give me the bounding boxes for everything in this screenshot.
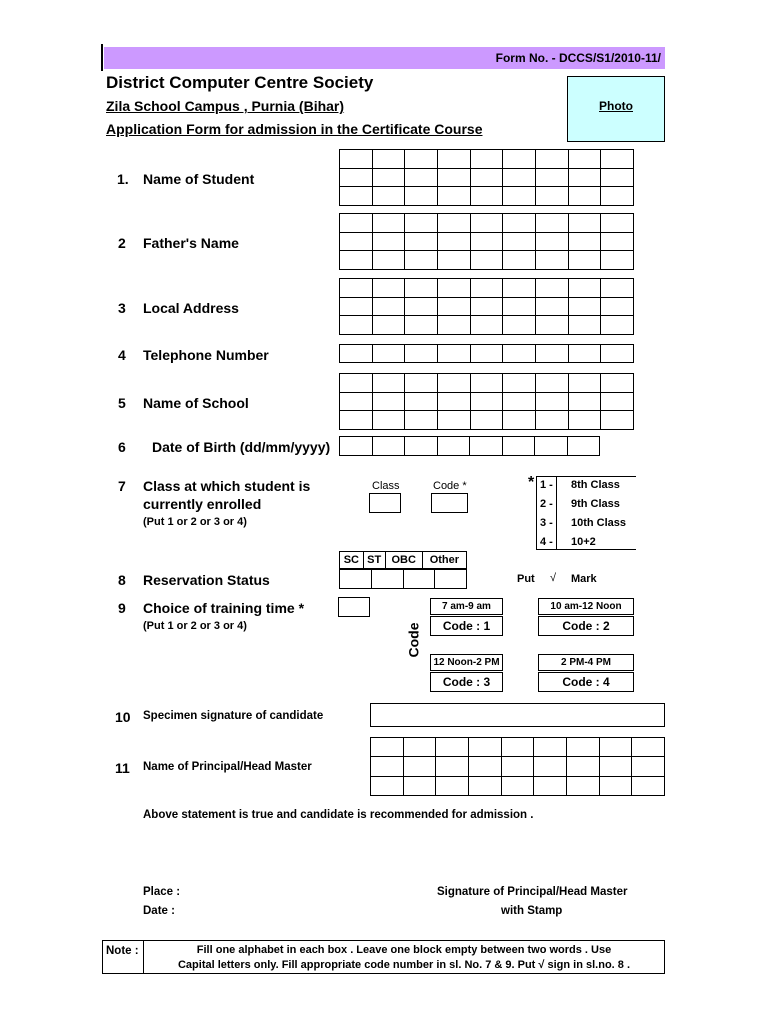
dob-grid[interactable] [339,436,600,456]
telephone-grid[interactable] [339,344,634,363]
field-3-number: 3 [118,300,126,316]
address-text: Zila School Campus , Purnia (Bihar) [106,98,345,114]
field-5-label: Name of School [143,395,249,411]
field-7-label-line2: currently enrolled [143,496,262,512]
student-name-grid[interactable] [339,149,634,206]
address [106,98,344,114]
field-2-label: Father's Name [143,235,239,251]
tick-symbol: √ [550,572,557,584]
reservation-other: Other [422,552,466,569]
slot-1-code: Code : 1 [430,616,503,636]
field-10-label: Specimen signature of candidate [143,710,324,722]
note-box [102,940,665,974]
slot-2-code: Code : 2 [538,616,634,636]
form-subtitle-text: Application Form for admission in the Certificate Course [106,121,483,137]
slot-3-time: 12 Noon-2 PM [430,654,503,671]
reservation-st: ST [363,552,385,569]
class-code-1: 1 - [540,479,553,491]
class-label-1: 8th Class [571,479,620,491]
class-code-input[interactable] [431,493,468,513]
field-7-hint: (Put 1 or 2 or 3 or 4) [143,516,247,528]
photo-box[interactable] [567,76,665,142]
class-code-divider [556,476,557,550]
note-label: Note : [106,945,139,957]
field-5-number: 5 [118,395,126,411]
reservation-grid[interactable] [339,569,467,589]
class-label-2: 9th Class [571,498,620,510]
class-label-4: 10+2 [571,536,596,548]
reservation-obc: OBC [385,552,422,569]
field-9-label: Choice of training time * [143,600,305,616]
field-6-number: 6 [118,439,126,455]
page-title: District Computer Centre Society [106,73,374,92]
field-4-number: 4 [118,347,126,363]
date-label: Date : [143,905,175,917]
signature-box[interactable] [370,703,665,727]
form-number: Form No. - DCCS/S1/2010-11/ [495,51,661,65]
code-vertical-label: Code [405,622,422,658]
field-2-number: 2 [118,235,126,251]
form-subtitle [106,121,483,137]
slot-4-time: 2 PM-4 PM [538,654,634,671]
slot-3-code: Code : 3 [430,672,503,692]
field-6-label: Date of Birth (dd/mm/yyyy) [152,439,331,455]
class-code-star: * [528,474,535,491]
class-code-2: 2 - [540,498,553,510]
field-1-label: Name of Student [143,171,255,187]
field-9-number: 9 [118,600,126,616]
field-7-number: 7 [118,478,126,494]
code-column-label: Code * [433,480,467,492]
slot-2-time: 10 am-12 Noon [538,598,634,615]
field-10-number: 10 [115,709,131,725]
field-9-hint: (Put 1 or 2 or 3 or 4) [143,620,247,632]
reservation-sc: SC [340,552,364,569]
field-1-number: 1. [117,171,129,187]
field-8-label: Reservation Status [143,572,270,588]
mark-text: Mark [571,573,597,585]
class-label-3: 10th Class [571,517,627,529]
school-name-grid[interactable] [339,373,634,430]
slot-4-code: Code : 4 [538,672,634,692]
training-time-input[interactable] [338,597,370,617]
recommendation-statement: Above statement is true and candidate is recommended for admission . [143,809,534,821]
class-input[interactable] [369,493,401,513]
put-text: Put [517,573,535,585]
signature-caption-line2: with Stamp [501,905,563,917]
note-line1: Fill one alphabet in each box . Leave one block empty between two words . Use [196,944,612,956]
left-rule [101,44,103,71]
principal-name-grid[interactable] [370,737,665,796]
father-name-grid[interactable] [339,213,634,270]
class-code-3: 3 - [540,517,553,529]
field-11-label: Name of Principal/Head Master [143,761,312,773]
reservation-header [339,551,467,569]
field-3-label: Local Address [143,300,239,316]
field-11-number: 11 [115,760,130,776]
form-number-bar [104,47,665,69]
field-4-label: Telephone Number [143,347,269,363]
class-column-label: Class [372,480,400,492]
field-7-label-line1: Class at which student is [143,478,311,494]
photo-label: Photo [599,99,633,113]
signature-caption-line1: Signature of Principal/Head Master [437,886,628,898]
class-code-4: 4 - [540,536,553,548]
local-address-grid[interactable] [339,278,634,335]
slot-1-time: 7 am-9 am [430,598,503,615]
field-8-number: 8 [118,572,126,588]
place-label: Place : [143,886,181,898]
note-line2: Capital letters only. Fill appropriate code number in sl. No. 7 & 9. Put √ sign in sl.no. 8 . [177,959,631,971]
